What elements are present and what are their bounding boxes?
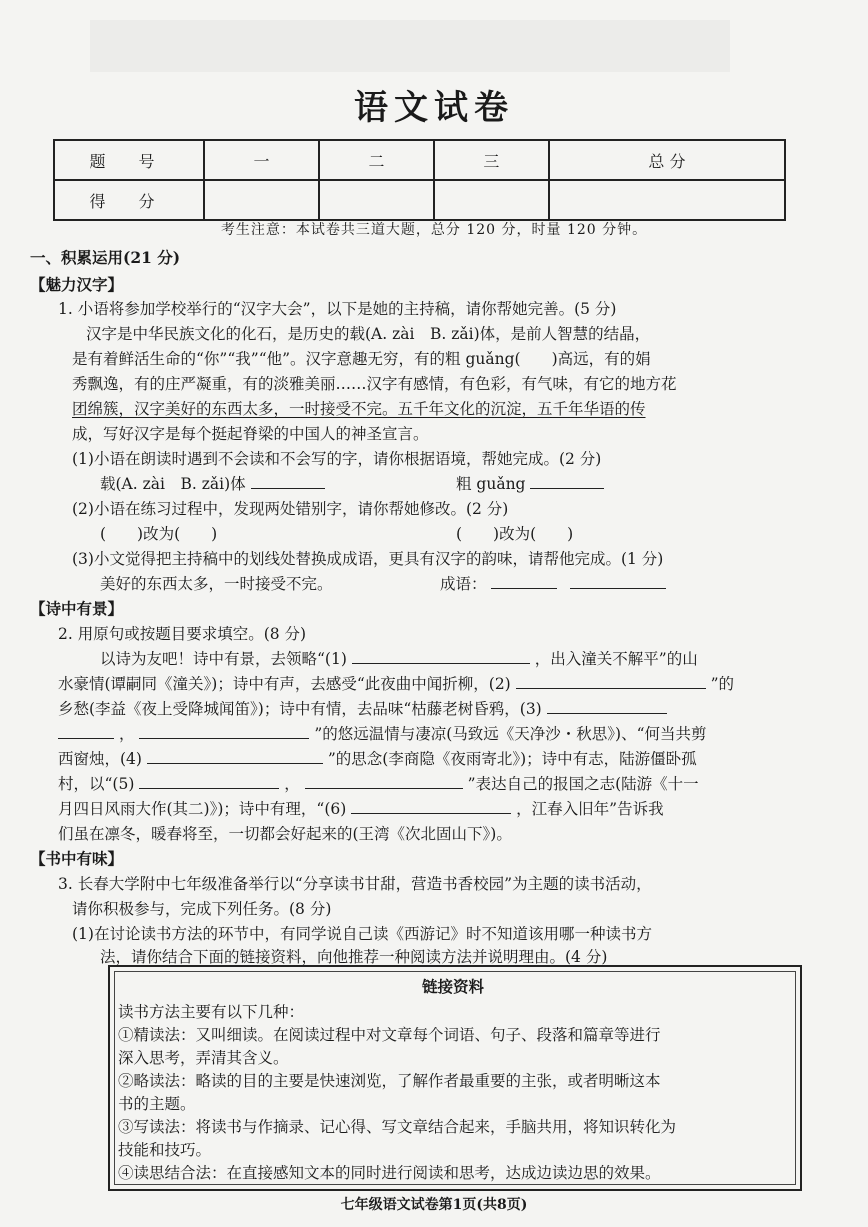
score-row-label: 得 分: [54, 180, 204, 220]
subsection-heading: 【书中有味】: [30, 849, 124, 868]
answer-blank[interactable]: [139, 774, 279, 789]
fill-text: ，江春入旧年”告诉我: [516, 800, 664, 818]
answer-prompt: [440, 572, 666, 594]
correction-blank[interactable]: ( )改为( ): [100, 525, 218, 543]
answer-blank[interactable]: [352, 649, 530, 664]
fill-text: 西窗烛，(4): [58, 750, 142, 768]
answer-blank[interactable]: [547, 699, 667, 714]
score-header-3: 三: [434, 140, 549, 180]
subsection-heading: 【诗中有景】: [30, 599, 124, 618]
poem-fill-line: [58, 672, 734, 694]
poem-fill-line: [58, 697, 667, 719]
question-3: 3. 长春大学附中七年级准备举行以“分享读书甘甜，营造书香校园”为主题的读书活动，: [58, 875, 652, 893]
fill-text: 乡愁(李益《夜上受降城闻笛》)；诗中有情，去品味“枯藤老树昏鸦，(3): [58, 700, 542, 718]
question-1-2: (2)小语在练习过程中，发现两处错别字，请你帮她修改。(2 分): [72, 500, 509, 518]
fill-text: 月四日风雨大作(其二)》)；诗中有理，“(6): [58, 800, 347, 818]
score-cell-3[interactable]: [434, 180, 549, 220]
passage-line: 秀飘逸，有的庄严凝重，有的淡雅美丽……汉字有感情，有色彩，有气味，有它的地方花: [72, 375, 677, 393]
answer-prompt: [456, 472, 604, 494]
link-material-title: 链接资料: [421, 977, 484, 996]
answer-blank[interactable]: [570, 574, 666, 589]
link-line: ①精读法：又叫细读。在阅读过程中对文章每个词语、句子、段落和篇章等进行: [118, 1026, 661, 1044]
fill-text: ”的悠远温情与凄凉(马致远《天净沙・秋思》)、“何当共剪: [314, 725, 707, 743]
question-3-1-cont: 法，请你结合下面的链接资料，向他推荐一种阅读方法并说明理由。(4 分): [100, 948, 608, 966]
page-footer: 七年级语文试卷第1页(共8页): [340, 1197, 528, 1213]
answer-blank[interactable]: [251, 474, 325, 489]
header-band: [90, 20, 730, 72]
score-header-total: 总 分: [549, 140, 785, 180]
answer-blank[interactable]: [516, 674, 706, 689]
fill-text: ，: [118, 725, 135, 743]
score-cell-total[interactable]: [549, 180, 785, 220]
fill-text: 以诗为友吧！诗中有景，去领略“(1): [100, 650, 347, 668]
answer-blank[interactable]: [139, 724, 309, 739]
answer-blank[interactable]: [491, 574, 557, 589]
passage-line: 汉字是中华民族文化的化石，是历史的载(A. zài B. zǎi)体，是前人智慧的结晶，: [86, 325, 651, 343]
fill-text: ”表达自己的报国之志(陆游《十一: [467, 775, 699, 793]
fill-text: ”的: [710, 675, 735, 693]
link-line: 深入思考，弄清其含义。: [118, 1049, 289, 1067]
score-cell-2[interactable]: [319, 180, 434, 220]
poem-fill-line: [58, 772, 699, 794]
answer-blank[interactable]: [58, 724, 114, 739]
link-line: ③写读法：将读书与作摘录、记心得、写文章结合起来，手脑共用，将知识转化为: [118, 1118, 677, 1136]
link-line: 书的主题。: [118, 1095, 196, 1113]
poem-fill-line: [100, 647, 698, 669]
answer-blank[interactable]: [351, 799, 511, 814]
prompt-text: 粗 guǎng: [456, 475, 526, 493]
question-3-1: (1)在讨论读书方法的环节中，有同学说自己读《西游记》时不知道该用哪一种读书方: [72, 925, 652, 943]
answer-blank[interactable]: [147, 749, 323, 764]
score-cell-1[interactable]: [204, 180, 319, 220]
link-line: ④读思结合法：在直接感知文本的同时进行阅读和思考，达成边读边思的效果。: [118, 1164, 661, 1182]
question-3-cont: 请你积极参与，完成下列任务。(8 分): [72, 900, 332, 918]
passage-line: 是有着鲜活生命的“你”“我”“他”。汉字意趣无穷，有的粗 guǎng( )高远，有的娟: [72, 350, 651, 368]
prompt-text: 成语：: [440, 575, 487, 593]
score-header-1: 一: [204, 140, 319, 180]
fill-text: 村，以“(5): [58, 775, 135, 793]
score-table: [53, 139, 786, 221]
prompt-text: 载(A. zài B. zǎi)体: [100, 475, 246, 493]
score-header-label: 题 号: [54, 140, 204, 180]
section1-heading: 一、积累运用(21 分): [30, 248, 181, 267]
question-2: 2. 用原句或按题目要求填空。(8 分): [58, 625, 307, 643]
correction-blank[interactable]: ( )改为( ): [456, 525, 574, 543]
score-header-2: 二: [319, 140, 434, 180]
fill-text: ，: [284, 775, 300, 793]
underlined-sentence: 美好的东西太多，一时接受不完。: [100, 575, 333, 593]
fill-text: ，出入潼关不解平”的山: [534, 650, 698, 668]
poem-fill-line: [58, 747, 697, 769]
link-line: 技能和技巧。: [118, 1141, 212, 1159]
question-1: 1. 小语将参加学校举行的“汉字大会”，以下是她的主持稿，请你帮她完善。(5 分): [58, 300, 617, 318]
exam-notice: 考生注意：本试卷共三道大题，总分 120 分，时量 120 分钟。: [220, 222, 648, 238]
passage-line: 成，写好汉字是每个挺起脊梁的中国人的神圣宣言。: [72, 425, 429, 443]
poem-fill-line: [58, 722, 707, 744]
poem-fill-line: [58, 797, 664, 819]
question-1-3: (3)小文觉得把主持稿中的划线处替换成成语，更具有汉字的韵味，请帮他完成。(1 分): [72, 550, 664, 568]
fill-text: 水豪情(谭嗣同《潼关》)；诗中有声，去感受“此夜曲中闻折柳，(2): [58, 675, 511, 693]
passage-line: 团绵簇，汉字美好的东西太多，一时接受不完。五千年文化的沉淀，五千年华语的传: [72, 400, 646, 418]
subsection-heading: 【魅力汉字】: [30, 275, 124, 294]
answer-prompt: [100, 472, 325, 494]
link-line: 读书方法主要有以下几种：: [118, 1003, 305, 1021]
link-line: ②略读法：略读的目的主要是快速浏览，了解作者最重要的主张，或者明晰这本: [118, 1072, 661, 1090]
poem-fill-line: 们虽在凛冬，暖春将至，一切都会好起来的(王湾《次北固山下》)。: [58, 825, 512, 843]
answer-blank[interactable]: [530, 474, 604, 489]
page-title: 语文试卷: [354, 88, 514, 128]
answer-blank[interactable]: [305, 774, 463, 789]
question-1-1: (1)小语在朗读时遇到不会读和不会写的字，请你根据语境，帮她完成。(2 分): [72, 450, 602, 468]
fill-text: ”的思念(李商隐《夜雨寄北》)；诗中有志，陆游僵卧孤: [327, 750, 697, 768]
